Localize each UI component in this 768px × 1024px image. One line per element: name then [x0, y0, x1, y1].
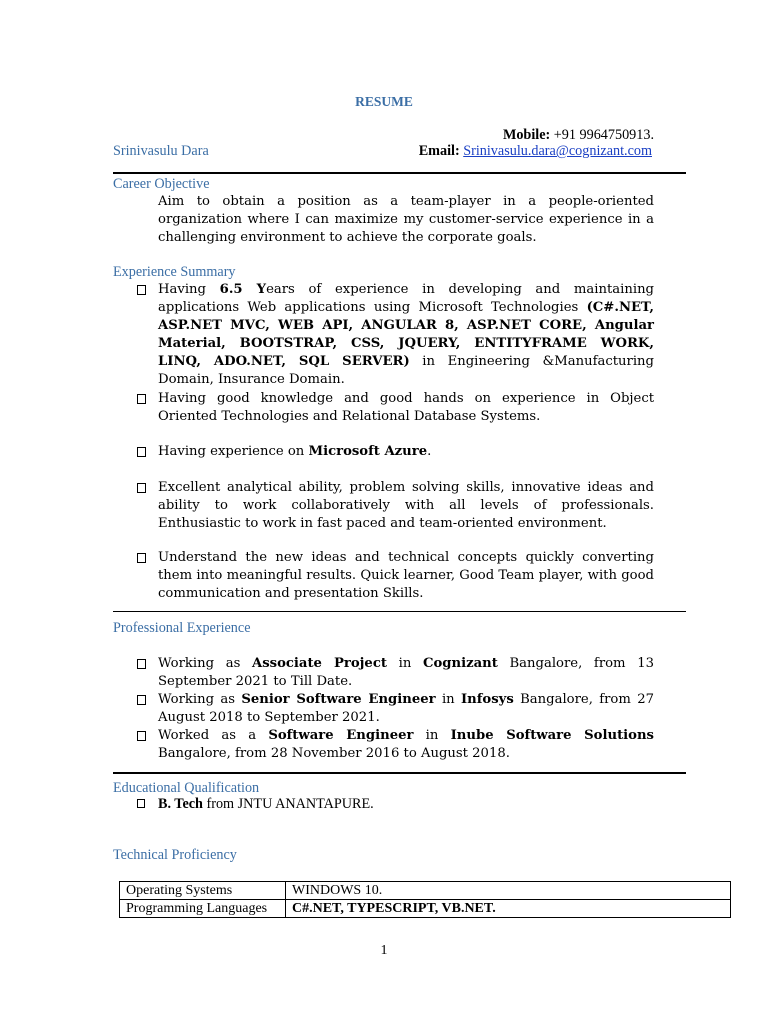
summary-item-1: Having 6.5 Years of experience in developing and maintaining applications Web applications using Microsoft Technologies (C#.NET, ASP.NET MVC, WEB API, ANGULAR 8, ASP.NET CORE, Angular Material, BOOTSTRAP, CSS, JQUERY, ENTITYFRAME WORK, LINQ, ADO.NET, SQL SERVER) in Engineering &Manufacturing Domain, Insurance Domain. — [158, 282, 654, 387]
technical-proficiency-heading: Technical Proficiency — [113, 847, 237, 863]
bullet-icon — [137, 799, 145, 808]
summary-item-3: Having experience on Microsoft Azure. — [158, 444, 432, 459]
table-cell-value: WINDOWS 10. — [286, 882, 731, 900]
bullet-icon — [137, 483, 146, 493]
email-link[interactable]: Srinivasulu.dara@cognizant.com — [463, 143, 652, 159]
section-divider — [113, 611, 686, 612]
bullet-icon — [137, 394, 146, 404]
job-item-2: Working as Senior Software Engineer in Infosys Bangalore, from 27 August 2018 to September 2021. — [158, 692, 654, 725]
mobile-label: Mobile: — [502, 127, 551, 143]
professional-experience-heading: Professional Experience — [113, 620, 251, 636]
section-divider — [113, 772, 686, 774]
table-cell-label: Programming Languages — [120, 900, 286, 918]
table-row — [120, 900, 731, 918]
job-item-3: Worked as a Software Engineer in Inube Software Solutions Bangalore, from 28 November 2016 to August 2018. — [158, 728, 654, 761]
table-cell-value: C#.NET, TYPESCRIPT, VB.NET. — [286, 900, 731, 918]
candidate-name: Srinivasulu Dara — [113, 143, 209, 159]
job-item-1: Working as Associate Project in Cognizant Bangalore, from 13 September 2021 to Till Date. — [158, 656, 655, 689]
bullet-icon — [137, 695, 146, 705]
summary-item-5: Understand the new ideas and technical concepts quickly converting them into meaningful results. Quick learner, Good Team player, with good communication and presentation Skills. — [158, 550, 654, 601]
mobile-value: +91 9964750913. — [553, 127, 654, 143]
bullet-icon — [137, 731, 146, 741]
bullet-icon — [137, 659, 146, 669]
table-row — [120, 882, 731, 900]
document-title: RESUME — [355, 94, 413, 109]
education-item: B. Tech from JNTU ANANTAPURE. — [158, 796, 374, 812]
career-objective-heading: Career Objective — [113, 176, 210, 192]
table-cell-label: Operating Systems — [120, 882, 286, 900]
summary-item-2: Having good knowledge and good hands on experience in Object Oriented Technologies and Relational Database Systems. — [158, 391, 654, 424]
career-objective-text: Aim to obtain a position as a team-player in a people-oriented organization where I can maximize my customer-service experience in a challenging environment to achieve the corporate goals. — [158, 194, 654, 245]
summary-item-4: Excellent analytical ability, problem solving skills, innovative ideas and ability to work collaboratively with all levels of professionals. Enthusiastic to work in fast paced and team-oriented environment. — [158, 480, 654, 531]
technical-proficiency-table — [119, 881, 731, 918]
bullet-icon — [137, 553, 146, 563]
experience-summary-heading: Experience Summary — [113, 264, 236, 280]
education-heading: Educational Qualification — [113, 780, 260, 796]
mobile-line — [503, 127, 654, 144]
page-number: 1 — [380, 943, 388, 958]
bullet-icon — [137, 285, 146, 295]
bullet-icon — [137, 447, 146, 457]
header-divider — [113, 172, 686, 174]
email-label: Email: — [418, 143, 460, 159]
email-line — [419, 143, 652, 160]
